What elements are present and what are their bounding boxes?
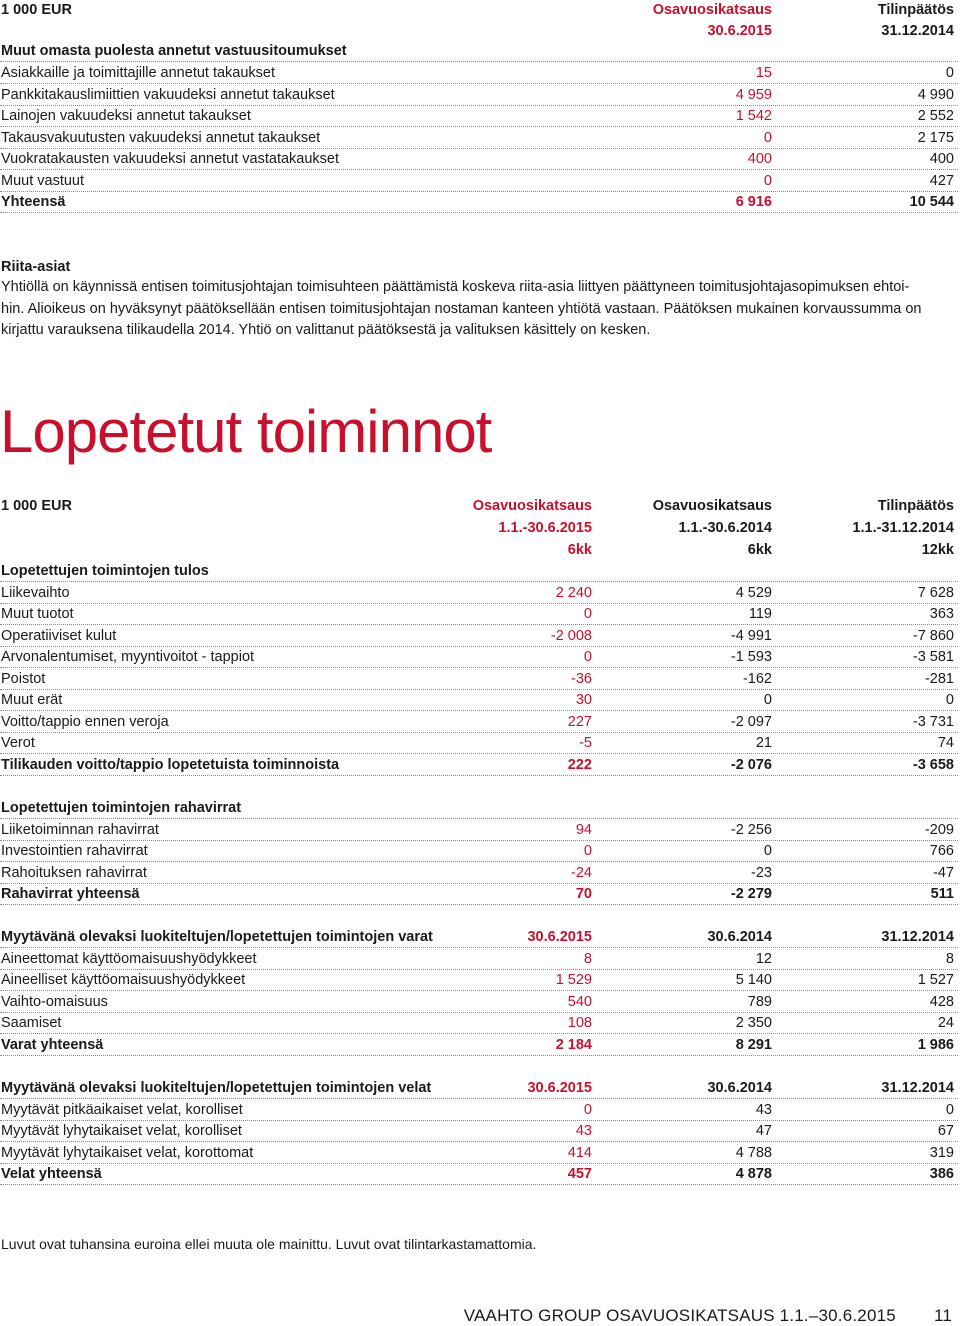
row-value-col2: 5 140	[735, 972, 772, 988]
row-value-col3: -3 658	[912, 757, 954, 773]
row-value-col2: -2 279	[730, 886, 772, 902]
cash-section-title	[0, 798, 958, 819]
table-row	[0, 171, 958, 192]
row-value-col2: -2 256	[730, 822, 772, 838]
assets-date-col3: 31.12.2014	[881, 929, 954, 945]
row-value-col3: 8	[945, 951, 954, 967]
row-value-col1: 108	[567, 1015, 592, 1031]
table1-header-row	[0, 0, 958, 21]
row-value-2015: 4 959	[735, 87, 772, 103]
footer-title: VAAHTO GROUP OSAVUOSIKATSAUS 1.1.–30.6.2015	[463, 1306, 896, 1325]
row-value-col2: -4 991	[730, 628, 772, 644]
table-row	[0, 1143, 958, 1164]
table2-unit: 1 000 EUR	[1, 498, 72, 514]
row-value-col3: 0	[945, 692, 954, 708]
row-value-col2: -23	[751, 865, 772, 881]
row-label: Myytävät pitkäaikaiset velat, korolliset	[1, 1102, 243, 1118]
row-value-2014: 2 552	[917, 108, 954, 124]
table-row	[0, 149, 958, 170]
row-value-col2: 0	[763, 843, 772, 859]
table-row	[0, 85, 958, 106]
row-value-col1: 222	[567, 757, 592, 773]
row-label: Pankkitakauslimiittien vakuudeksi annetut takaukset	[1, 87, 335, 103]
table1-col1-title: Osavuosikatsaus	[652, 2, 772, 18]
table1-col1-date: 30.6.2015	[707, 23, 772, 39]
row-label: Aineelliset käyttöomaisuushyödykkeet	[1, 972, 246, 988]
row-value-2015: 400	[747, 151, 772, 167]
table-row	[0, 1013, 958, 1034]
row-label: Muut vastuut	[1, 173, 85, 189]
table1-section-title	[0, 41, 958, 62]
row-label: Investointien rahavirrat	[1, 843, 148, 859]
row-label: Aineettomat käyttöomaisuushyödykkeet	[1, 951, 257, 967]
table1-col2-date: 31.12.2014	[881, 23, 954, 39]
row-value-col3: -47	[933, 865, 954, 881]
row-value-col3: 363	[929, 606, 954, 622]
row-label: Vuokratakausten vakuudeksi annetut vastatakaukset	[1, 151, 340, 167]
row-value-col1: 70	[575, 886, 592, 902]
row-value-col1: 43	[575, 1123, 592, 1139]
row-value-col1: 1 529	[555, 972, 592, 988]
row-value-2015: 6 916	[735, 194, 772, 210]
row-value-col1: 30	[575, 692, 592, 708]
row-value-col1: -5	[579, 735, 592, 751]
row-label: Rahavirrat yhteensä	[1, 886, 140, 902]
row-value-2014: 10 544	[909, 194, 954, 210]
row-value-col3: 24	[937, 1015, 954, 1031]
liabilities-date-col1: 30.6.2015	[527, 1080, 592, 1096]
row-value-2015: 0	[763, 130, 772, 146]
row-value-col1: 8	[583, 951, 592, 967]
row-value-2014: 400	[929, 151, 954, 167]
row-value-col3: 386	[929, 1166, 954, 1182]
row-value-col1: 0	[583, 843, 592, 859]
row-value-col1: -24	[571, 865, 592, 881]
table-row	[0, 604, 958, 625]
row-label: Vaihto-omaisuus	[1, 994, 108, 1010]
row-label: Muut tuotot	[1, 606, 74, 622]
row-value-col2: 2 350	[735, 1015, 772, 1031]
row-value-col3: 7 628	[917, 585, 954, 601]
row-value-col3: 319	[929, 1145, 954, 1161]
table2-header-row	[0, 496, 958, 517]
assets-total-row	[0, 1035, 958, 1056]
row-value-2015: 15	[755, 65, 772, 81]
row-label: Myytävät lyhytaikaiset velat, korottomat	[1, 1145, 254, 1161]
result-section-title	[0, 561, 958, 582]
row-label: Varat yhteensä	[1, 1037, 104, 1053]
table2-col2-title: Osavuosikatsaus	[652, 498, 772, 514]
row-value-col3: -3 731	[912, 714, 954, 730]
row-value-col2: 119	[748, 606, 772, 622]
row-value-col2: 4 529	[735, 585, 772, 601]
row-value-col3: 766	[929, 843, 954, 859]
row-value-col3: -281	[924, 671, 954, 687]
riita-line-1: Yhtiöllä on käynnissä entisen toimitusjohtajan toimisuhteen päättämistä koskeva riita-asia liittyen päättyneen toimitusjohtajasopimuksen ehtoi-	[1, 279, 910, 295]
row-label: Verot	[1, 735, 35, 751]
page-title: Lopetetut toiminnot	[0, 398, 492, 465]
row-value-col3: -209	[924, 822, 954, 838]
page-footer	[464, 1306, 952, 1326]
row-value-col3: 428	[929, 994, 954, 1010]
row-label: Poistot	[1, 671, 46, 687]
row-value-col2: -1 593	[730, 649, 772, 665]
result-section-label: Lopetettujen toimintojen tulos	[1, 563, 209, 579]
row-label: Operatiiviset kulut	[1, 628, 117, 644]
row-value-2015: 1 542	[735, 108, 772, 124]
table-row	[0, 970, 958, 991]
row-value-col3: 1 527	[917, 972, 954, 988]
page-number: 11	[933, 1306, 952, 1325]
row-value-col3: 511	[930, 886, 954, 902]
result-total-row	[0, 755, 958, 776]
row-value-col3: -3 581	[912, 649, 954, 665]
table-row	[0, 863, 958, 884]
table2-col3-title: Tilinpäätös	[877, 498, 954, 514]
assets-date-col1: 30.6.2015	[527, 929, 592, 945]
row-value-col1: 227	[567, 714, 592, 730]
row-value-col2: 47	[755, 1123, 772, 1139]
row-value-col1: 457	[567, 1166, 592, 1182]
table-row	[0, 669, 958, 690]
liabilities-date-col2: 30.6.2014	[707, 1080, 772, 1096]
table1-total-row	[0, 192, 958, 213]
row-label: Muut erät	[1, 692, 63, 708]
row-value-col1: 94	[575, 822, 592, 838]
row-value-col1: 414	[567, 1145, 592, 1161]
row-value-col3: 74	[937, 735, 954, 751]
row-value-col3: 0	[945, 1102, 954, 1118]
row-label: Velat yhteensä	[1, 1166, 102, 1182]
table-row	[0, 626, 958, 647]
table2-length-row	[0, 540, 958, 561]
row-value-col1: 0	[583, 1102, 592, 1118]
row-label: Arvonalentumiset, myyntivoitot - tappiot	[1, 649, 255, 665]
row-value-col1: 0	[583, 649, 592, 665]
table-row	[0, 820, 958, 841]
table-row	[0, 106, 958, 127]
table2-period-row	[0, 518, 958, 539]
table-row	[0, 63, 958, 84]
table-row	[0, 690, 958, 711]
table1-date-row	[0, 21, 958, 42]
table2-col1-length: 6kk	[567, 542, 592, 558]
row-value-col1: 0	[583, 606, 592, 622]
riita-title: Riita-asiat	[1, 259, 71, 275]
row-value-col1: -2 008	[550, 628, 592, 644]
table-row	[0, 1121, 958, 1142]
riita-line-3: kirjattu varauksena tilikaudella 2014. Yhtiö on valittanut päätöksestä ja valituksen käsittely on kesken.	[1, 322, 651, 338]
footnote: Luvut ovat tuhansina euroina ellei muuta ole mainittu. Luvut ovat tilintarkastamattomia.	[1, 1236, 537, 1252]
row-label: Myytävät lyhytaikaiset velat, korolliset	[1, 1123, 242, 1139]
row-value-2014: 4 990	[917, 87, 954, 103]
table1-col2-title: Tilinpäätös	[877, 2, 954, 18]
table-row	[0, 949, 958, 970]
table-row	[0, 1100, 958, 1121]
row-value-col2: 0	[763, 692, 772, 708]
table1-unit: 1 000 EUR	[1, 2, 72, 18]
liabilities-date-col3: 31.12.2014	[881, 1080, 954, 1096]
table2-col1-period: 1.1.-30.6.2015	[498, 520, 592, 536]
row-label: Tilikauden voitto/tappio lopetetuista toiminnoista	[1, 757, 340, 773]
table2-col1-title: Osavuosikatsaus	[472, 498, 592, 514]
liabilities-total-row	[0, 1164, 958, 1185]
table-row	[0, 841, 958, 862]
row-value-col3: 1 986	[917, 1037, 954, 1053]
row-value-col2: -2 097	[730, 714, 772, 730]
row-value-col2: 12	[755, 951, 772, 967]
table-row	[0, 712, 958, 733]
row-value-col3: -7 860	[912, 628, 954, 644]
row-value-col2: 21	[755, 735, 772, 751]
cash-section-label: Lopetettujen toimintojen rahavirrat	[1, 800, 242, 816]
row-value-col2: 4 878	[735, 1166, 772, 1182]
row-value-col1: -36	[571, 671, 592, 687]
table2-col3-period: 1.1.-31.12.2014	[852, 520, 954, 536]
table-row	[0, 583, 958, 604]
liabilities-section-label: Myytävänä olevaksi luokiteltujen/lopetettujen toimintojen velat	[1, 1080, 432, 1096]
row-value-col1: 540	[567, 994, 592, 1010]
table2-col3-length: 12kk	[921, 542, 954, 558]
row-value-col3: 67	[937, 1123, 954, 1139]
row-label: Voitto/tappio ennen veroja	[1, 714, 169, 730]
row-value-2014: 0	[945, 65, 954, 81]
row-value-2014: 2 175	[917, 130, 954, 146]
row-label: Lainojen vakuudeksi annetut takaukset	[1, 108, 251, 124]
row-label: Liikevaihto	[1, 585, 70, 601]
row-value-col2: -162	[742, 671, 772, 687]
table-row	[0, 733, 958, 754]
liabilities-section-title	[0, 1078, 958, 1099]
table-row	[0, 992, 958, 1013]
riita-line-2: hin. Alioikeus on hyväksynyt päätöksellään entisen toimitusjohtajan nostaman kanteen yhtiötä vastaan. Päätöksen mukainen korvaussumma on	[1, 300, 922, 317]
row-value-col2: 789	[747, 994, 772, 1010]
row-value-col2: -2 076	[730, 757, 772, 773]
row-label: Takausvakuutusten vakuudeksi annetut takaukset	[1, 130, 321, 146]
row-label: Saamiset	[1, 1015, 62, 1031]
assets-date-col2: 30.6.2014	[707, 929, 772, 945]
row-value-col2: 8 291	[735, 1037, 772, 1053]
table2-col2-length: 6kk	[747, 542, 772, 558]
table-row	[0, 647, 958, 668]
table-row	[0, 128, 958, 149]
row-label: Yhteensä	[1, 194, 66, 210]
row-value-2015: 0	[763, 173, 772, 189]
cash-total-row	[0, 884, 958, 905]
row-value-2014: 427	[929, 173, 954, 189]
row-label: Asiakkaille ja toimittajille annetut takaukset	[1, 65, 276, 81]
row-value-col2: 43	[755, 1102, 772, 1118]
row-label: Rahoituksen rahavirrat	[1, 865, 147, 881]
row-value-col1: 2 240	[555, 585, 592, 601]
assets-section-title	[0, 927, 958, 948]
table2-col2-period: 1.1.-30.6.2014	[678, 520, 772, 536]
assets-section-label: Myytävänä olevaksi luokiteltujen/lopetettujen toimintojen varat	[1, 929, 433, 945]
row-label: Liiketoiminnan rahavirrat	[1, 822, 159, 838]
row-value-col2: 4 788	[735, 1145, 772, 1161]
table1-section-label: Muut omasta puolesta annetut vastuusitoumukset	[1, 43, 347, 59]
riita-paragraph	[1, 277, 956, 342]
row-value-col1: 2 184	[555, 1037, 592, 1053]
